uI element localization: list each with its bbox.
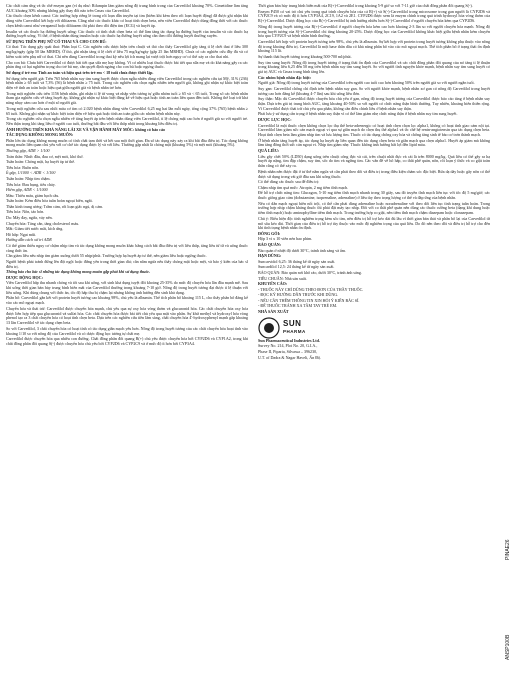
right-paragraph: Bảo quản ở nhiệt độ dưới 30°C, tránh ánh sáng và ẩm. (258, 247, 347, 253)
right-paragraph: Sun Pharmaceutical Industries Ltd. (258, 337, 320, 343)
left-paragraph: Da: Mẩy đay, ngứa, vảy nến. (6, 214, 53, 220)
left-paragraph: Tiêu hóa: Buồn nôn. (6, 164, 40, 170)
logo-sub: PHARMA (283, 328, 306, 334)
left-paragraph: Sử dụng trên người già: Trên 765 bệnh nhân suy tim sung huyết được chọn ngẫu nhiên dùng viên Carvedilol trong các nghiên cứu tại Mỹ, 31% (236) bệnh nhân ≥ 65 tuổi và 7,3% (56) là bệnh nhân ≥ 75 tuổi. Trong các nghiên cứu chọn ngẫu nhiên trên người già, không ghi nhận sự khác biệt toàn diện về tính an toàn hoặc hiệu quả giữa người già và bệnh nhân trẻ hơn. (6, 75, 248, 91)
right-paragraph: Suncarvidol 6,25: 36 tháng kể từ ngày sản xuất. (258, 258, 336, 264)
left-paragraph: ẢNH HƯỞNG TRÊN KHẢ NĂNG LÁI XE VÀ VẬN HÀNH MÁY MÓC: không có báo cáo (6, 126, 165, 132)
left-paragraph: Mắt: Giảm tiết nước mắt, kích ứng. (6, 226, 64, 232)
left-paragraph: Hô hấp: Ngạt mũi. (6, 231, 37, 237)
right-paragraph: Suy tim sung huyết: Nồng độ trong huyết tương ở trạng thái ổn định của Carvedilol và các chất đồng phân đối quang của nó tăng tỉ lệ thuận trong khoảng liều 6,25 đến 50 mg trên bệnh nhân suy tim sung huyết. So với người tình nguyện khỏe mạnh, bệnh nhân suy tim sung huyết có giá trị AUC và Cmax trung bình tăng lên. (258, 59, 490, 75)
right-paragraph: ĐÓNG GÓI: (258, 230, 281, 236)
left-paragraph: Hướng dẫn cách xử trí ADR (6, 237, 52, 243)
right-paragraph: Các nhóm bệnh nhân đặc biệt: (258, 74, 311, 80)
right-paragraph: Ở bệnh nhân tăng huyết áp, tác dụng hạ huyết áp liên quan đến tác dụng chẹn beta và giãn mạch qua chẹn alpha1. Huyết áp giảm mà không làm tăng đồng thời sức cản ngoại vi. Nhịp tim giảm nhẹ. Thuốc không ảnh hưởng bất lợi đến lipid máu. (258, 137, 490, 148)
leaflet-page (6, 4, 506, 676)
right-paragraph: Nếu có dãn mạch ngoại biên nổi trội, có thể cần phải dùng adrenaline hoặc noradrenaline với theo dõi liên tục tình trạng tuần hoàn. Trong trường hợp nhịp chậm kháng thuốc thì phải đặt máy tạo nhịp. Đối với co thắt phế quản nên dùng các thuốc cường beta (dạng khí dung hoặc tiêm tĩnh mạch) hoặc aminophylline tiêm tĩnh mạch. Trong trường hợp co giật, nên tiêm tĩnh mạch chậm diazepam hoặc clonazepam. (258, 200, 490, 216)
right-paragraph: BẢO QUẢN: (258, 242, 282, 248)
left-paragraph: Có thai: Tác dụng gây quái thai: Phân loại C. Các nghiên cứu dược hiện trên chuột và thỏ cho thấy Carvedilol gây tăng tỉ lệ chết thai ở liều 300 mg/kg/ngày (gấp 50 lần MRHD). Ở thỏ, ghi nhận tăng tỉ lệ chết ở liều 75 mg/kg/ngày (gấp 25 lần MRHD). Chưa có các nghiên cứu đầy đủ và có kiểm soát trên phụ nữ có thai. Chỉ nên dùng Carvedilol trong thai kỳ nếu lợi ích mang lại vượt trội hơn nguy cơ có thể xảy ra cho thai nhi. (6, 44, 248, 59)
left-paragraph: Ít gặp, 1/1000 < ADR < 1/100 (6, 170, 56, 176)
left-paragraph: Carvedilol được chuyển hóa qua nhiều con đường. Chất đồng phân đối quang R(+) chủ yếu được chuyển hóa bởi CYP2D6 và CYP1A2, trong khi chất đồng phân đối quang S(-) được chuyển hóa chủ yếu bởi CYP2D6 và CYP2C9 và ở mức độ ít hơn bởi CYP3A4. (6, 336, 248, 346)
left-paragraph: Trong một nghiên cứu sau nhồi máu cơ tim có 2.020 bệnh nhân dùng viên Carvedilol 6,25 mg hai lần mỗi ngày, tổng cộng 37% (765) bệnh nhân ≥ 65 tuổi. Không ghi nhận sự khác biệt toàn diện về hiệu quả hoặc tính an toàn giữa các nhóm bệnh nhân này. (6, 105, 248, 116)
right-paragraph: - ĐỌC KỸ HƯỚNG DẪN TRƯỚC KHI DÙNG. (258, 292, 339, 298)
right-paragraph: Hộp 3 vỉ x 10 viên nén bao phim. (258, 236, 313, 242)
left-paragraph: Người bệnh phải tránh đứng lên đột ngột hoặc đứng yên trong thời gian dài; cần nằm ngửa nếu thấy chóng mặt hoặc mệt, và báo ý kiến của bác sĩ điều trị. (6, 258, 248, 269)
logo-word: SUN (283, 318, 302, 328)
right-paragraph: Enzym P450 có vai trò chủ yếu trong quá trình chuyển hóa của cả R(+) và S(-)-Carvedilol trong microsome trong gan người là CYP2D6 và CYP2C9 và có mức độ ít hơn CYP3A4, 2C19, 1A2 và 2E1. CYP2D6 được xem là enzym chính trong quá trình hydroxyl hóa vòng thơm của R(+)-Carvedilol. Dược động học của R(+)-Carvedilol bị ảnh hưởng nhiều hơn S(-)-Carvedilol ở người chuyển hóa kém qua CYP2D6. (258, 8, 490, 24)
left-paragraph: Chuyển hóa và thải trừ: Carvedilol được chuyển hóa mạnh, chủ yếu qua sự oxy hóa vòng thơm và glucuronid hóa. Các chất chuyển hóa oxy hóa được liên hợp tiếp qua glucuronid và sulfat hóa. Các chất chuyển hóa được bài tiết chủ yếu qua mật vào phân. Sự khử methyl và hydroxyl hóa vòng phenol tạo ra 3 chất chuyển hóa có hoạt tính chẹn beta. Dựa trên các nghiên cứu tiền lâm sàng, chất chuyển hóa 4'-hydroxyphenyl mạnh gấp khoảng 13 lần Carvedilol về tác dụng chẹn beta. (6, 305, 248, 326)
left-paragraph: Tiêu hóa: Đau bụng, tiêu chảy. (6, 181, 56, 187)
left-paragraph: Insulin và các thuốc hạ đường huyết uống: Các thuốc có tính chất chẹn beta có thể làm tăng tác dụng hạ đường huyết của insulin và các thuốc hạ đường huyết uống. Vì thế, ở bệnh nhân dùng insulin hoặc các thuốc hạ đường huyết uống cần theo dõi đường huyết thường xuyên. (6, 28, 248, 39)
left-paragraph: Chuyển hóa: Tăng cân, tăng cholesterol máu. (6, 220, 80, 226)
right-paragraph: Bệnh nhân nên được đặt ở tư thế nằm ngửa và cần phải theo dõi và điều trị trong điều kiện chăm sóc đặc biệt. Rửa dạ dày hoặc gây nôn có thể được sử dụng trong vài giờ đầu sau khi uống thuốc. (258, 168, 490, 179)
right-paragraph: Suy thận: Mặc dù Carvedilol được chuyển hóa chủ yếu ở gan, nồng độ trong huyết tương của Carvedilol được báo cáo tăng ở bệnh nhân suy thận. Dựa trên giá trị trung bình AUC, tăng khoảng 40-50% so với người có chức năng thận bình thường. Tuy nhiên, khoảng biến thiên rộng. Vì Carvedilol được thải trừ chủ yếu qua phân, không cần điều chỉnh liều ở bệnh nhân suy thận. (258, 96, 490, 111)
left-paragraph: Trong các nghiên cứu chọn ngẫu nhiên về tăng huyết áp trên bệnh nhân dùng viên Carvedilol, tỉ lệ chóng mặt cao hơn ở người già so với người trẻ. Nên thận trọng khi tăng liều ở người cao tuổi, thường bắt đầu với liều thấp nhất trong khoảng liều điều trị. (6, 116, 248, 126)
left-paragraph: So với Carvedilol, 3 chất chuyển hóa có hoạt tính có tác dụng giãn mạch yếu hơn. Nồng độ trong huyết tương của các chất chuyển hóa hoạt tính vào khoảng 1/10 so với nồng độ của Carvedilol và có dược động học tương tự chất mẹ. (6, 325, 248, 336)
right-paragraph: Có thể dùng các thuốc sau để điều trị: (258, 179, 320, 185)
right-paragraph: - NẾU CẦN THÊM THÔNG TIN XIN HỎI Ý KIẾN BÁC SĨ. (258, 297, 360, 303)
right-paragraph: Để hỗ trợ chức năng tim: Glucagon, 5-10 mg tiêm tĩnh mạch nhanh trong 30 giây, sau đó truyền tĩnh mạch liên tục với tốc độ 5 mg/giờ; các thuốc giống giao cảm (dobutamine, isoprenaline, adrenaline) ở liều tùy theo trọng lượng cơ thể và đáp ứng của bệnh nhân. (258, 190, 490, 201)
right-paragraph: U.T. of Dadra & Nagar Haveli, Ấn Độ. (258, 354, 322, 360)
right-paragraph: Phải lưu ý sử dụng cẩn trọng ở bệnh nhân suy thận vì có thể làm giảm nhẹ chức năng thận ở bệnh nhân suy tim sung huyết. (258, 111, 458, 117)
right-paragraph: Chậm nhịp tim quá mức: Atropin, 2 mg tiêm tĩnh mạch. (258, 184, 349, 190)
left-paragraph: Tuần hoàn: Kém điều hòa tuần hoàn ngoại biên, ngất. (6, 198, 93, 204)
right-paragraph: HẠN DÙNG: (258, 253, 282, 259)
left-paragraph: Cho con bú: Chưa biết Carvedilol có được bài tiết qua sữa mẹ hay không. Vì có nhiều loại thuốc được bài tiết qua sữa mẹ và do khả năng gây ra các phản ứng có hại nghiêm trọng cho trẻ bú mẹ, cần quyết định ngưng cho con bú hoặc ngưng thuốc. (6, 59, 248, 70)
right-paragraph: Phase II, Piparia, Silvassa – 396230, (258, 348, 318, 354)
left-paragraph: Máu: Thiếu máu, giảm bạch cầu. (6, 192, 60, 198)
left-paragraph: Thường gặp, ADR > 1/100 (6, 148, 50, 154)
left-paragraph: Thông báo cho bác sĩ những tác dụng không mong muốn gặp phải khi sử dụng thuốc. (6, 269, 151, 275)
left-paragraph: Các chất cảm ứng và ức chế enzym gan (ví dụ như: Rifampin làm giảm nồng độ trung bình trong của Carvedilol khoảng 70%. Cimetidine làm tăng AUC khoảng 30% nhưng không gây thay đổi nào trên Cmax của Carvedilol. (6, 4, 248, 13)
right-paragraph: - ĐỂ THUỐC TRÁNH XA TẦM TAY TRẺ EM. (258, 303, 338, 309)
left-paragraph: Cần giảm liều nếu nhịp tim giảm xuống dưới 55 nhịp/phút. Trường hợp hạ huyết áp tư thế, nên giảm liều hoặc ngừng thuốc. (6, 253, 207, 259)
side-code-b: ANSP100B (505, 634, 511, 660)
right-paragraph: Suncardilol 12,5: 24 tháng kể từ ngày sản xuất. (258, 264, 335, 270)
right-paragraph: - THUỐC NÀY CHỈ DÙNG THEO ĐƠN CỦA THẦY THUỐC. (258, 286, 364, 292)
left-paragraph: Sử dụng ở trẻ em: Tính an toàn và hiệu quả trên trẻ em < 18 tuổi chưa được thiết lập. (6, 69, 154, 75)
logo-wordmark (283, 320, 306, 336)
right-paragraph: Carvedilol kết hợp với protein huyết tương trên 98%, chủ yếu là albumin. Sự kết hợp với protein trong huyết tương không phụ thuộc vào nồng độ trong khoảng điều trị. Carvedilol là một base thân dầu có khả năng phân bố vào các mô ngoại mạch. Thể tích phân bố ở trạng thái ổn định khoảng 115 lít. (258, 38, 490, 54)
manufacturer-logo (258, 317, 490, 339)
left-paragraph: SỬ DỤNG TRÊN PHỤ NỮ CÓ THAI VÀ CHO CON BÚ: (6, 38, 107, 44)
right-paragraph: NHÀ SẢN XUẤT (258, 309, 289, 314)
left-paragraph: Phân bố: Carvedilol gắn kết với protein huyết tương cao khoảng 98%, chủ yếu là albumin. Thể tích phân bố khoảng 115 L, cho thấy phân bố đáng kể vào các mô ngoại mạch. (6, 295, 248, 306)
left-paragraph: Trong một nghiên cứu trên 1156 bệnh nhân, ghi nhận tỉ lệ tử vong và nhập viện tương tự giữa nhóm tuổi ≥ 65 và < 65 tuổi. Trong số các bệnh nhân tham gia nghiên cứu về tăng huyết áp, không ghi nhận sự khác biệt đáng kể về hiệu quả hoặc tính an toàn liên quan đến tuổi. Không thể loại trừ khả năng nhạy cảm cao hơn ở một số người già. (6, 90, 248, 106)
left-paragraph: Tiêu hóa: Nôn, táo bón. (6, 209, 45, 215)
right-paragraph: BẢO QUẢN: Bảo quản nơi khô ráo, dưới 30°C, tránh ánh sáng. (258, 269, 362, 275)
left-paragraph: Viên Carvedilol hấp thu nhanh chóng và tốt sau khi uống, với sinh khả dụng tuyệt đối khoảng 25-35% do mức độ chuyển hóa lần đầu mạnh mẽ. Sau khi uống thời gian bán hủy trung bình biến mất của Carvedilol thường trong khoảng 7-10 giờ. Nồng độ trong huyết tương đạt được tỉ lệ thuận với liều uống. Khi dùng chung với thức ăn, tốc độ hấp thu bị chậm lại nhưng không ảnh hưởng đến sinh khả dụng. (6, 280, 248, 295)
left-paragraph: Tuần hoàn: Nhịp tim chậm. (6, 175, 51, 181)
left-paragraph: Phần lớn tác dụng không mong muốn có tính chất tạm thời và hết sau một thời gian. Đa số tác dụng này xảy ra khi bắt đầu điều trị. Tác dụng không mong muốn liên quan chủ yếu với cơ chế tác dụng được lý và với liều. Thường gặp nhất là chóng mặt (khoảng 5%) và mệt mỏi (khoảng 5%). (6, 137, 248, 148)
left-paragraph: Toàn thân: Nhức đầu, đau cơ, mệt mỏi, khó thở. (6, 153, 84, 159)
right-paragraph: KHUYẾN CÁO: (258, 281, 288, 287)
right-paragraph: Suy gan: Carvedilol chống chỉ định trên bệnh nhân suy gan. So với người khỏe mạnh, bệnh nhân xơ gan có nồng độ Carvedilol trong huyết tương cao hơn đáng kể (khoảng 4-7 lần) sau khi uống liều đơn. (258, 85, 490, 96)
right-paragraph: Liều gây chết 50% (LD50) dạng uống trên chuột cống đực và cái, trên chuột nhắt đực và cái là trên 8000 mg/kg. Quá liều có thể gây ra hạ huyết áp nặng, tim đập chậm, suy tim, sốc do tim và ngừng tim. Các vấn đề về hô hấp, co thắt phế quản, nôn, rối loạn ý thức và co giật toàn thân cũng có thể xảy ra. (258, 153, 490, 169)
sun-logo-icon (258, 317, 280, 339)
right-text-column (258, 4, 490, 676)
right-paragraph: Người già: Nồng độ trong huyết tương của Carvedilol trên người cao tuổi cao hơn khoảng 50% trên người già so với người ngắn tuổi. (258, 80, 475, 86)
right-paragraph: TIÊU CHUẨN: Nhà sản xuất. (258, 275, 307, 281)
left-paragraph: TÁC DỤNG KHÔNG MONG MUỐN: (6, 132, 74, 138)
side-print-codes (503, 470, 517, 670)
left-paragraph: Có thể giảm thiểu nguy cơ chậm nhịp tim và tác dụng không mong muốn khác bằng cách bắt đầu điều trị với liều thấp, tăng liều từ từ và uống thuốc cùng thức ăn. (6, 242, 248, 253)
left-text-column (6, 4, 248, 676)
left-paragraph: Thần kinh trung ương: Trầm cảm, rối loạn giấc ngủ, dị cảm. (6, 203, 104, 209)
right-paragraph: Carvedilol là một thuốc chẹn không chọn lọc thụ thể beta-adrenergic có hoạt tính chẹn chọn lọc alpha1, không có hoạt tính giao cảm nội tại. Carvedilol làm giảm sức cản mạch ngoại vi qua sự giãn mạch do chẹn thụ thể alpha1 và ức chế hệ renin-angiotensin qua tác dụng chẹn beta. Hoạt tính chẹn beta làm giảm nhịp tim và lưu lượng tim. Thuốc có tác dụng chống oxy hóa và chống tăng sinh tế bào cơ trơn thành mạch. (258, 122, 490, 138)
right-paragraph: Sự thanh thải huyết tương trong khoảng 500-700 ml/phút. (258, 54, 352, 59)
left-paragraph: Các thuốc chẹn kênh canxi: Các trường hợp riêng lẻ trong rối loạn dẫn truyền tại tim (hiếm khi kèm theo rối loạn huyết động) đã được ghi nhận khi dùng viên Carvedilol kết hợp với diltiazem. Cũng như các thuốc khác có hoạt tính chẹn beta, nên viên Carvedilol được dùng đồng thời với các thuốc chẹn kênh canxi như verapamil hoặc diltiazem thì phải theo dõi điện tim (ECG) và huyết áp. (6, 13, 248, 28)
right-paragraph: Thời gian bán hủy trung bình biến mất của R(+)-Carvedilol trong khoảng 5-9 giờ so với 7-11 giờ của chất đồng phân đối quang S(-). (258, 4, 473, 8)
right-paragraph: Nồng độ trong huyết tương của R(+)-Carvedilol ở người chuyển hóa kém cao hơn khoảng 2-3 lần so với người chuyển hóa mạnh. Nồng độ trong huyết tương của S(-)-Carvedilol chỉ tăng khoảng 20-25%. Dược động học của Carvedilol không khác biệt giữa bệnh nhân kém chuyển hóa qua CYP2C9 và bệnh nhân bình thường. (258, 23, 490, 39)
right-paragraph: DƯỢC LỰC HỌC: (258, 116, 292, 122)
right-paragraph: Survey No. 214, Plot No. 20, G.I.A., (258, 343, 318, 349)
right-paragraph: QUÁ LIỀU: (258, 148, 280, 154)
left-paragraph: Hiếm gặp, ADR < 1/1000 (6, 187, 48, 193)
left-paragraph: Tuần hoàn: Chóng mặt, hạ huyết áp tư thế. (6, 159, 76, 165)
right-paragraph: Chú ý: Biểu hiện độc tính nghiêm trọng kèm sốc tim, nên điều trị hỗ trợ kéo dài đủ lâu vì thời gian bán thải và phân bố lại của Carvedilol từ mô sâu kéo dài. Thời gian của điều trị hỗ trợ tùy thuộc vào mức độ nghiêm trọng của quá liều. Do đó nên theo dõi và điều trị hỗ trợ cho đến khi tình trạng bệnh nhân ổn định. (258, 215, 490, 231)
side-code-a: PINAE26 (505, 539, 511, 560)
left-paragraph: DƯỢC ĐỘNG HỌC: (6, 274, 43, 280)
